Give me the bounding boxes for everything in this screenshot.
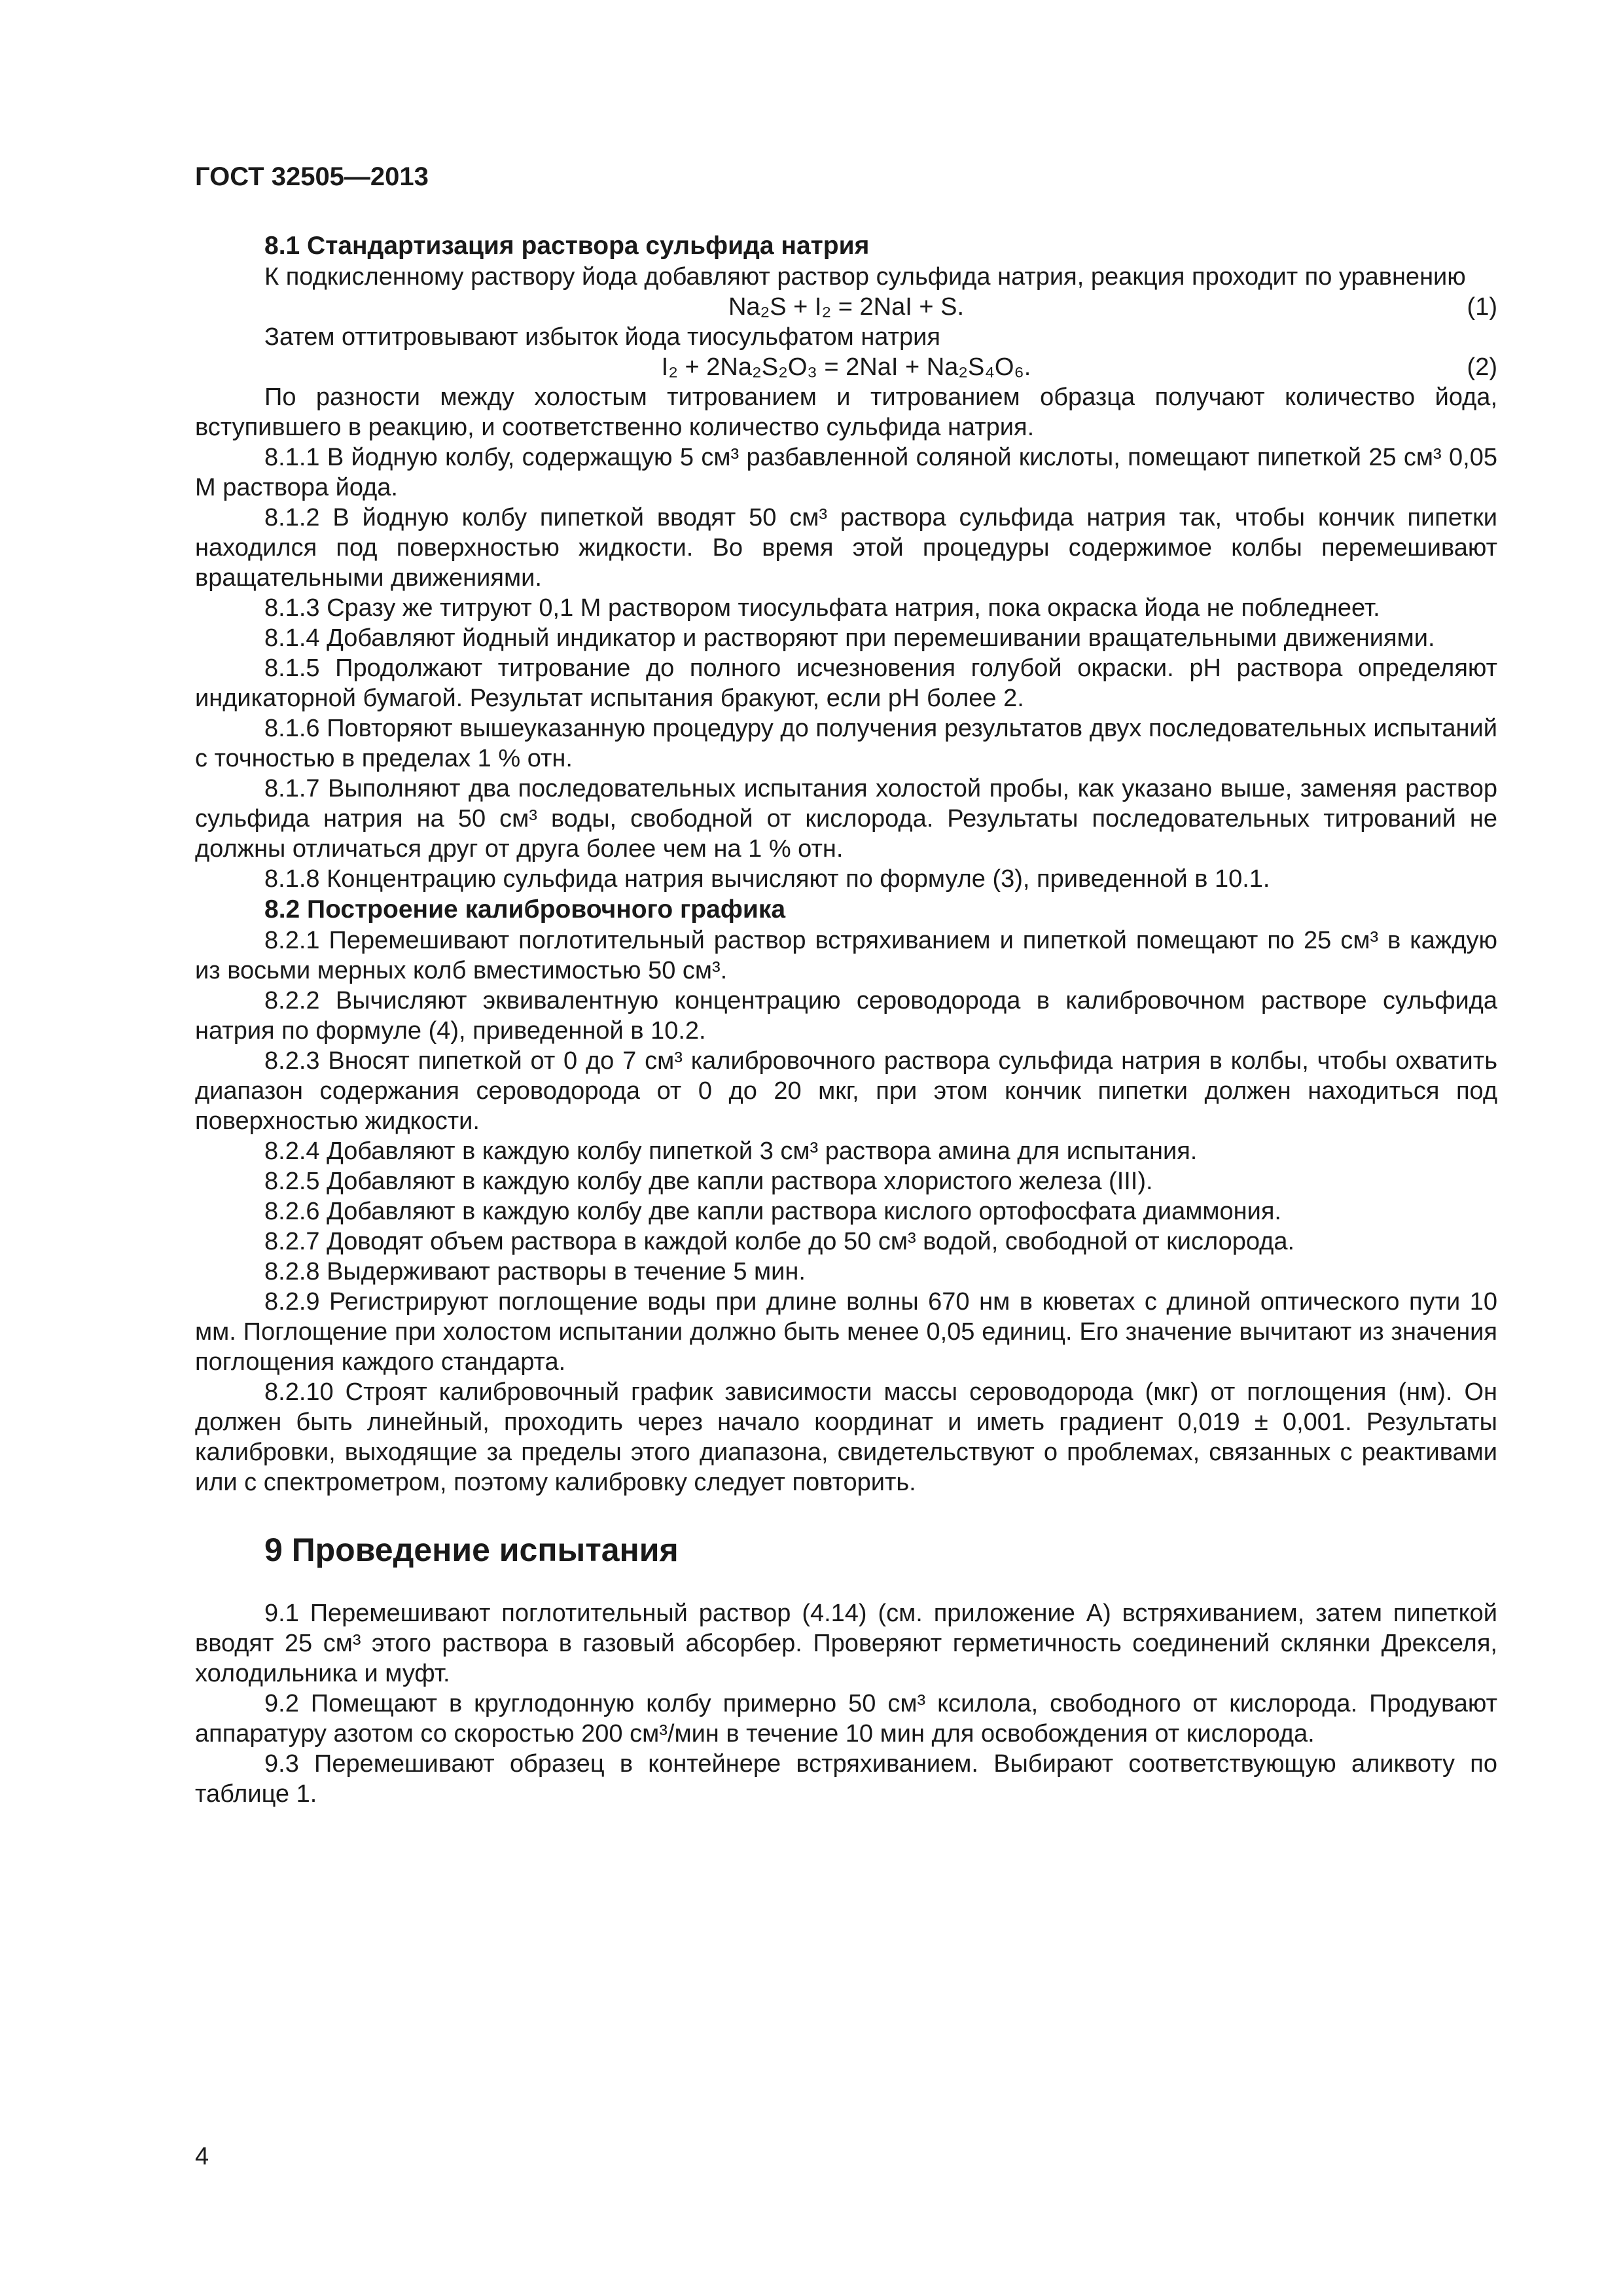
paragraph-9-2: 9.2 Помещают в круглодонную колбу примерно 50 см³ ксилола, свободного от кислорода. Продувают аппаратуру азотом со скоростью 200 см³/мин в течение 10 мин для освобождения от кислорода. [195, 1690, 1497, 1748]
paragraph-8-2-1: 8.2.1 Перемешивают поглотительный раствор встряхиванием и пипеткой помещают по 25 см³ в каждую из восьми мерных колб вместимостью 50 см³. [195, 927, 1497, 984]
equation-2 [195, 352, 1497, 382]
equation-1-number: (1) [1467, 293, 1497, 321]
paragraph-8-1-8: 8.1.8 Концентрацию сульфида натрия вычисляют по формуле (3), приведенной в 10.1. [264, 865, 1270, 893]
section-8-1-heading: 8.1 Стандартизация раствора сульфида натрия [264, 232, 870, 260]
paragraph-8-1-2: 8.1.2 В йодную колбу пипеткой вводят 50 см³ раствора сульфида натрия так, чтобы кончик пипетки находился под поверхностью жидкости. Во время этой процедуры содержимое колбы перемешивают вращательными движениями. [195, 504, 1497, 592]
paragraph-8-1-intro: К подкисленному раствору йода добавляют раствор сульфида натрия, реакция проходит по уравнению [264, 263, 1466, 291]
paragraph-8-1-7: 8.1.7 Выполняют два последовательных испытания холостой пробы, как указано выше, заменяя раствор сульфида натрия на 50 см³ воды, свободной от кислорода. Результаты последовательных титрований не должны отличаться друг от друга более чем на 1 % отн. [195, 775, 1497, 863]
paragraph-9-1: 9.1 Перемешивают поглотительный раствор (4.14) (см. приложение А) встряхиванием, затем пипеткой вводят 25 см³ этого раствора в газовый абсорбер. Проверяют герметичность соединений склянки Дрекселя, холодильника и муфт. [195, 1600, 1497, 1687]
paragraph-8-2-8: 8.2.8 Выдерживают растворы в течение 5 мин. [264, 1258, 806, 1285]
page-number: 4 [195, 2143, 209, 2170]
section-8-2-heading: 8.2 Построение калибровочного графика [264, 895, 786, 924]
equation-1-formula: Na₂S + I₂ = 2NaI + S. [728, 293, 965, 321]
paragraph-8-1-3: 8.1.3 Сразу же титруют 0,1 М раствором тиосульфата натрия, пока окраска йода не побледнеет. [264, 594, 1380, 622]
paragraph-8-1-4: 8.1.4 Добавляют йодный индикатор и растворяют при перемешивании вращательными движениями. [264, 624, 1435, 652]
paragraph-8-2-4: 8.2.4 Добавляют в каждую колбу пипеткой 3 см³ раствора амина для испытания. [264, 1138, 1198, 1165]
paragraph-8-1-difference: По разности между холостым титрованием и титрованием образца получают количество йода, вступившего в реакцию, и соответственно количество сульфида натрия. [195, 384, 1497, 441]
equation-2-formula: I₂ + 2Na₂S₂O₃ = 2NaI + Na₂S₄O₆. [661, 353, 1031, 381]
paragraph-8-1-1: 8.1.1 В йодную колбу, содержащую 5 см³ разбавленной соляной кислоты, помещают пипеткой 25 см³ 0,05 М раствора йода. [195, 444, 1497, 501]
paragraph-8-2-10: 8.2.10 Строят калибровочный график зависимости массы сероводорода (мкг) от поглощения (нм). Он должен быть линейный, проходить через начало координат и иметь градиент 0,019 ± 0,001. Результаты калибровки, выходящие за пределы этого диапазона, свидетельствуют о проблемах, связанных с реактивами или с спектрометром, поэтому калибровку следует повторить. [195, 1378, 1497, 1496]
paragraph-8-1-5: 8.1.5 Продолжают титрование до полного исчезновения голубой окраски. рН раствора определяют индикаторной бумагой. Результат испытания бракуют, если рН более 2. [195, 655, 1497, 712]
equation-2-number: (2) [1467, 353, 1497, 381]
paragraph-8-2-9: 8.2.9 Регистрируют поглощение воды при длине волны 670 нм в кюветах с длиной оптического пути 10 мм. Поглощение при холостом испытании должно быть менее 0,05 единиц. Его значение вычитают из значения поглощения каждого стандарта. [195, 1288, 1497, 1376]
paragraph-8-2-3: 8.2.3 Вносят пипеткой от 0 до 7 см³ калибровочного раствора сульфида натрия в колбы, чтобы охватить диапазон содержания сероводорода от 0 до 20 мкг, при этом кончик пипетки должен находиться под поверхностью жидкости. [195, 1047, 1497, 1135]
paragraph-9-3: 9.3 Перемешивают образец в контейнере встряхиванием. Выбирают соответствующую аликвоту по таблице 1. [195, 1750, 1497, 1808]
page-content [195, 230, 1497, 1809]
paragraph-8-2-2: 8.2.2 Вычисляют эквивалентную концентрацию сероводорода в калибровочном растворе сульфида натрия по формуле (4), приведенной в 10.2. [195, 987, 1497, 1045]
paragraph-8-2-7: 8.2.7 Доводят объем раствора в каждой колбе до 50 см³ водой, свободной от кислорода. [264, 1228, 1295, 1255]
paragraph-8-2-5: 8.2.5 Добавляют в каждую колбу две капли раствора хлористого железа (III). [264, 1168, 1153, 1195]
paragraph-8-1-6: 8.1.6 Повторяют вышеуказанную процедуру до получения результатов двух последовательных испытаний с точностью в пределах 1 % отн. [195, 715, 1497, 772]
document-header: ГОСТ 32505—2013 [195, 162, 429, 191]
equation-1 [195, 292, 1497, 322]
paragraph-8-1-after-eq1: Затем оттитровывают избыток йода тиосульфатом натрия [264, 323, 940, 351]
paragraph-8-2-6: 8.2.6 Добавляют в каждую колбу две капли раствора кислого ортофосфата диаммония. [264, 1198, 1281, 1225]
section-9-heading: 9 Проведение испытания [264, 1532, 679, 1568]
